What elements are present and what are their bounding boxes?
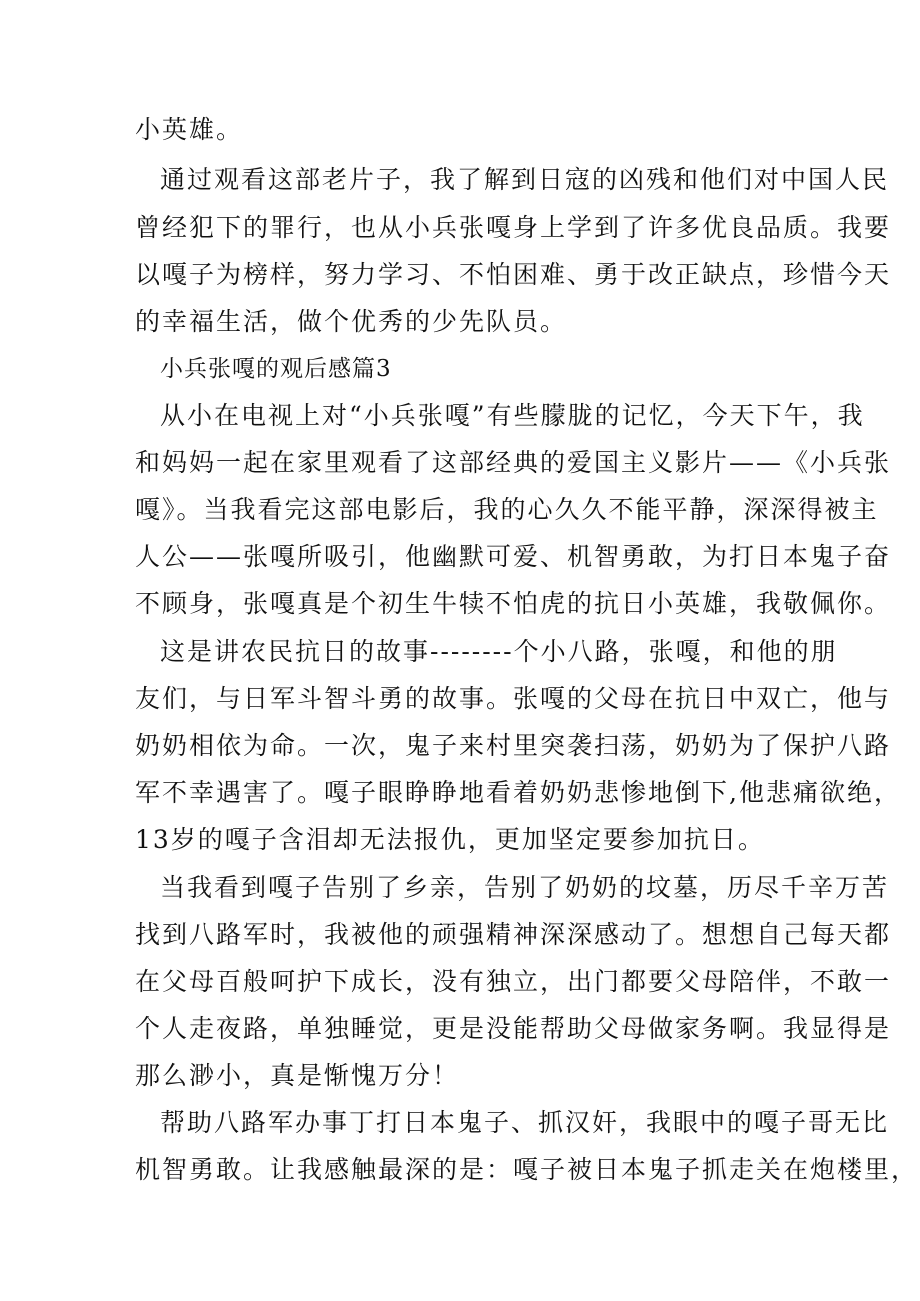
text-line: 不顾身，张嘎真是个初生牛犊不怕虎的抗日小英雄，我敬佩你。 bbox=[135, 589, 892, 618]
text-line: 和妈妈一起在家里观看了这部经典的爱国主义影片——《小兵张 bbox=[135, 448, 892, 477]
text-line: 个人走夜路，单独睡觉，更是没能帮助父母做家务啊。我显得是 bbox=[135, 1014, 892, 1043]
text-line: 友们，与日军斗智斗勇的故事。张嘎的父母在抗日中双亡，他与 bbox=[135, 684, 892, 713]
text-line: 通过观看这部老片子，我了解到日寇的凶残和他们对中国人民 bbox=[160, 165, 890, 194]
text-line: 的幸福生活，做个优秀的少先队员。 bbox=[135, 307, 568, 336]
text-line: 人公——张嘎所吸引，他幽默可爱、机智勇敢，为打日本鬼子奋 bbox=[135, 542, 892, 571]
text-line: 13岁的嘎子含泪却无法报仇，更加坚定要参加抗日。 bbox=[135, 825, 765, 854]
text-line: 在父母百般呵护下成长，没有独立，出门都要父母陪伴，不敢一 bbox=[135, 967, 892, 996]
text-line: 找到八路军时，我被他的顽强精神深深感动了。想想自己每天都 bbox=[135, 920, 892, 949]
text-line: 曾经犯下的罪行，也从小兵张嘎身上学到了许多优良品质。我要 bbox=[135, 213, 892, 242]
text-line: 军不幸遇害了。嘎子眼睁睁地看着奶奶悲惨地倒下,他悲痛欲绝， bbox=[135, 778, 901, 807]
text-line: 帮助八路军办事丁打日本鬼子、抓汉奸，我眼中的嘎子哥无比 bbox=[160, 1108, 890, 1137]
text-line: 嘎》。当我看完这部电影后，我的心久久不能平静，深深得被主 bbox=[135, 495, 879, 524]
text-line: 当我看到嘎子告别了乡亲，告别了奶奶的坟墓，历尽千辛万苦 bbox=[160, 873, 890, 902]
text-line: 小英雄。 bbox=[135, 115, 244, 144]
text-line: 奶奶相依为命。一次，鬼子来村里突袭扫荡，奶奶为了保护八路 bbox=[135, 731, 892, 760]
text-line: 从小在电视上对“小兵张嘎”有些朦胧的记忆，今天下午，我 bbox=[160, 401, 865, 430]
section-heading: 小兵张嘎的观后感篇3 bbox=[160, 356, 392, 382]
text-line: 那么渺小，真是惭愧万分！ bbox=[135, 1061, 460, 1090]
text-line: 以嘎子为榜样，努力学习、不怕困难、勇于改正缺点，珍惜今天 bbox=[135, 260, 892, 289]
text-line: 机智勇敢。让我感触最深的是：嘎子被日本鬼子抓走关在炮楼里， bbox=[135, 1155, 919, 1184]
text-line: 这是讲农民抗日的故事--------个小八路，张嘎，和他的朋 bbox=[160, 637, 838, 666]
